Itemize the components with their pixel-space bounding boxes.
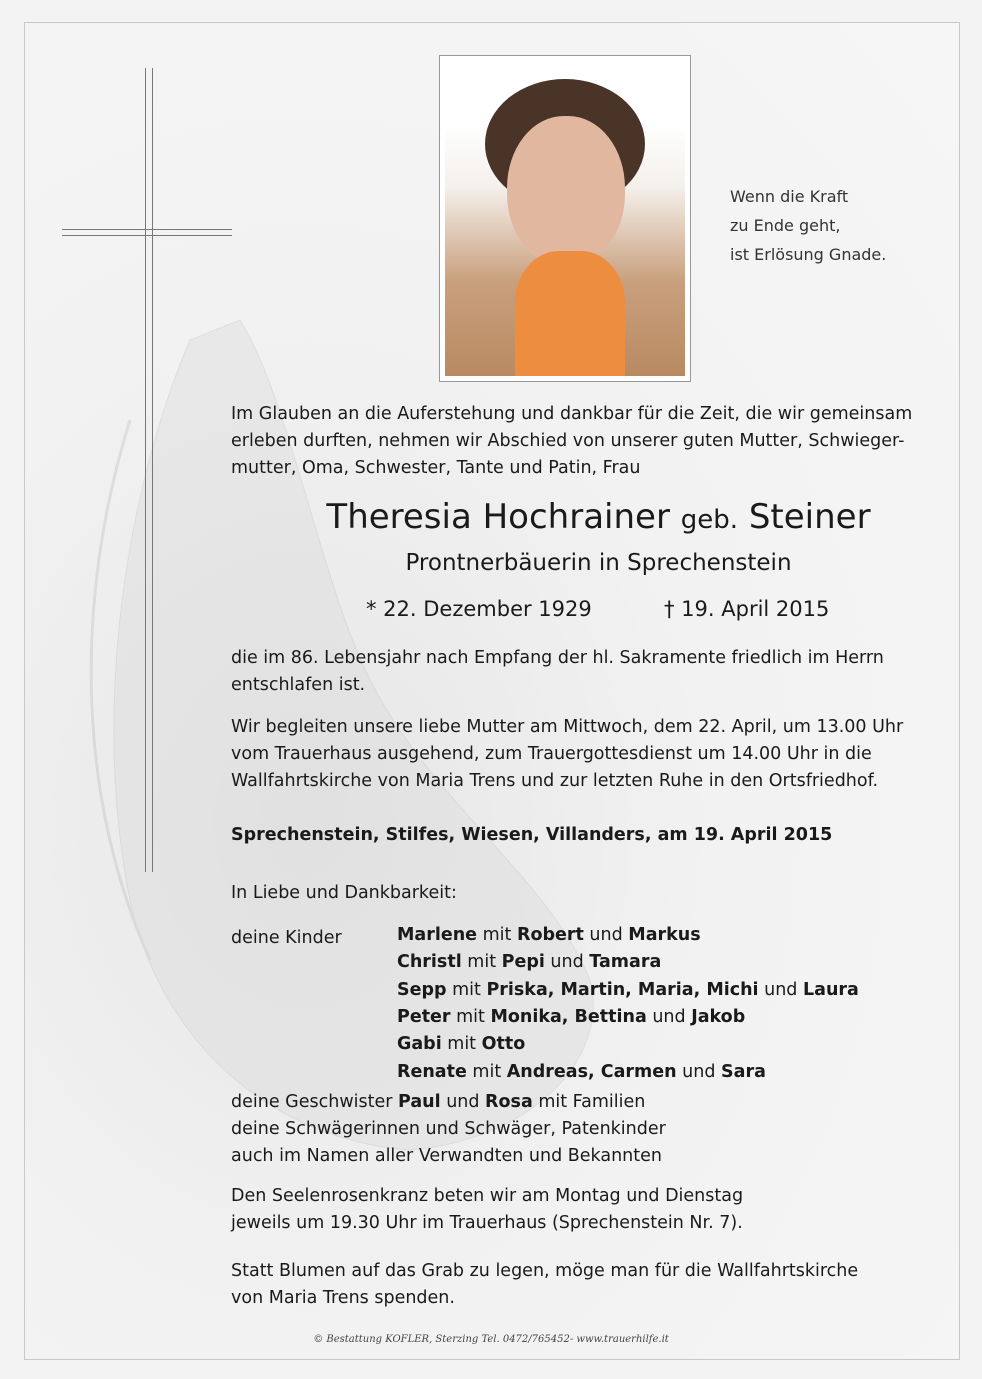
connector-text: und (676, 1061, 722, 1082)
connector-text: deine Geschwister (231, 1092, 398, 1112)
name-text: Renate (397, 1061, 467, 1082)
kid-line (397, 1062, 766, 1082)
connector-text: und (544, 952, 590, 973)
connector-text: und (646, 1006, 692, 1027)
text-line: deine Schwägerinnen und Schwäger, Patenkinder (231, 1119, 666, 1139)
text-line: Wir begleiten unsere liebe Mutter am Mittwoch, dem 22. April, um 13.00 Uhr (231, 717, 904, 737)
name-text: Peter (397, 1006, 451, 1027)
connector-text: und (758, 979, 803, 1000)
name-text: Tamara (589, 952, 662, 973)
text-line: mutter, Oma, Schwester, Tante und Patin, Frau (231, 458, 641, 478)
kid-line (397, 1034, 525, 1054)
name-text: Christl (397, 952, 462, 973)
connector-text: mit (441, 1034, 482, 1055)
quote (730, 182, 886, 269)
name-text: Marlene (397, 925, 478, 945)
name-text: Jakob (691, 1006, 746, 1027)
kid-line (397, 980, 859, 1000)
rosary-text (231, 1183, 941, 1237)
love-line: In Liebe und Dankbarkeit: (231, 883, 457, 903)
connector-text: mit Familien (532, 1092, 646, 1112)
kid-line (397, 952, 661, 972)
connector-text: und (440, 1092, 486, 1112)
name-text: Priska, Martin, Maria, Michi (486, 979, 759, 1000)
text-line: Wallfahrtskirche von Maria Trens und zur letzten Ruhe in den Ortsfriedhof. (231, 771, 879, 791)
name-text: Sepp (397, 979, 447, 1000)
quote-line: Wenn die Kraft (730, 187, 849, 206)
name-text: Markus (628, 925, 701, 945)
name-text: Pepi (501, 952, 545, 973)
text-line: die im 86. Lebensjahr nach Empfang der hl. Sakramente friedlich im Herrn (231, 648, 884, 668)
name-text: Monika, Bettina (490, 1006, 647, 1027)
name-text: Gabi (397, 1034, 442, 1055)
birth-date: * 22. Dezember 1929 (366, 597, 592, 621)
name-maiden: Steiner (748, 497, 871, 537)
text-line: jeweils um 19.30 Uhr im Trauerhaus (Sprechenstein Nr. 7). (231, 1213, 743, 1233)
name-geb: geb. (680, 505, 739, 535)
connector-text: mit (477, 925, 517, 945)
portrait-photo (439, 55, 691, 382)
name-text: Andreas, Carmen (506, 1061, 677, 1082)
connector-text: mit (466, 1061, 507, 1082)
name-text: Robert (516, 925, 584, 945)
text-line: entschlafen ist. (231, 675, 366, 695)
death-date: † 19. April 2015 (664, 597, 830, 621)
kid-line (397, 925, 701, 945)
quote-line: zu Ende geht, (730, 216, 841, 235)
paragraph-2 (231, 714, 941, 795)
intro-text (231, 401, 941, 482)
kids-label: deine Kinder (231, 928, 342, 948)
quote-line: ist Erlösung Gnade. (730, 245, 887, 264)
name-text: Paul (398, 1092, 441, 1112)
name-first: Theresia Hochrainer (326, 497, 670, 537)
kid-line (397, 1007, 745, 1027)
place-date: Sprechenstein, Stilfes, Wiesen, Villanders, am 19. April 2015 (231, 825, 833, 845)
siblings-line (231, 1089, 941, 1116)
connector-text: mit (461, 952, 502, 973)
deceased-name (0, 497, 982, 537)
relatives (231, 1116, 941, 1170)
cross-icon-bar (62, 229, 232, 236)
text-line: Den Seelenrosenkranz beten wir am Montag und Dienstag (231, 1186, 744, 1206)
text-line: erleben durften, nehmen wir Abschied von unserer guten Mutter, Schwieger- (231, 431, 905, 451)
paragraph-1 (231, 645, 941, 699)
footer-credit: © Bestattung KOFLER, Sterzing Tel. 0472/765452- www.trauerhilfe.it (313, 1334, 669, 1345)
connector-text: mit (450, 1006, 491, 1027)
name-text: Rosa (485, 1092, 533, 1112)
flowers-text (231, 1258, 941, 1312)
name-text: Laura (802, 979, 859, 1000)
text-line: von Maria Trens spenden. (231, 1288, 455, 1308)
subtitle: Prontnerbäuerin in Sprechenstein (405, 550, 792, 576)
text-line: auch im Namen aller Verwandten und Bekannten (231, 1146, 662, 1166)
cross-icon (145, 68, 153, 872)
connector-text: mit (446, 979, 487, 1000)
connector-text: und (583, 925, 629, 945)
text-line: vom Trauerhaus ausgehend, zum Trauergottesdienst um 14.00 Uhr in die (231, 744, 872, 764)
name-text: Sara (721, 1061, 766, 1082)
text-line: Im Glauben an die Auferstehung und dankbar für die Zeit, die wir gemeinsam (231, 404, 913, 424)
text-line: Statt Blumen auf das Grab zu legen, möge man für die Wallfahrtskirche (231, 1261, 859, 1281)
name-text: Otto (481, 1034, 526, 1055)
